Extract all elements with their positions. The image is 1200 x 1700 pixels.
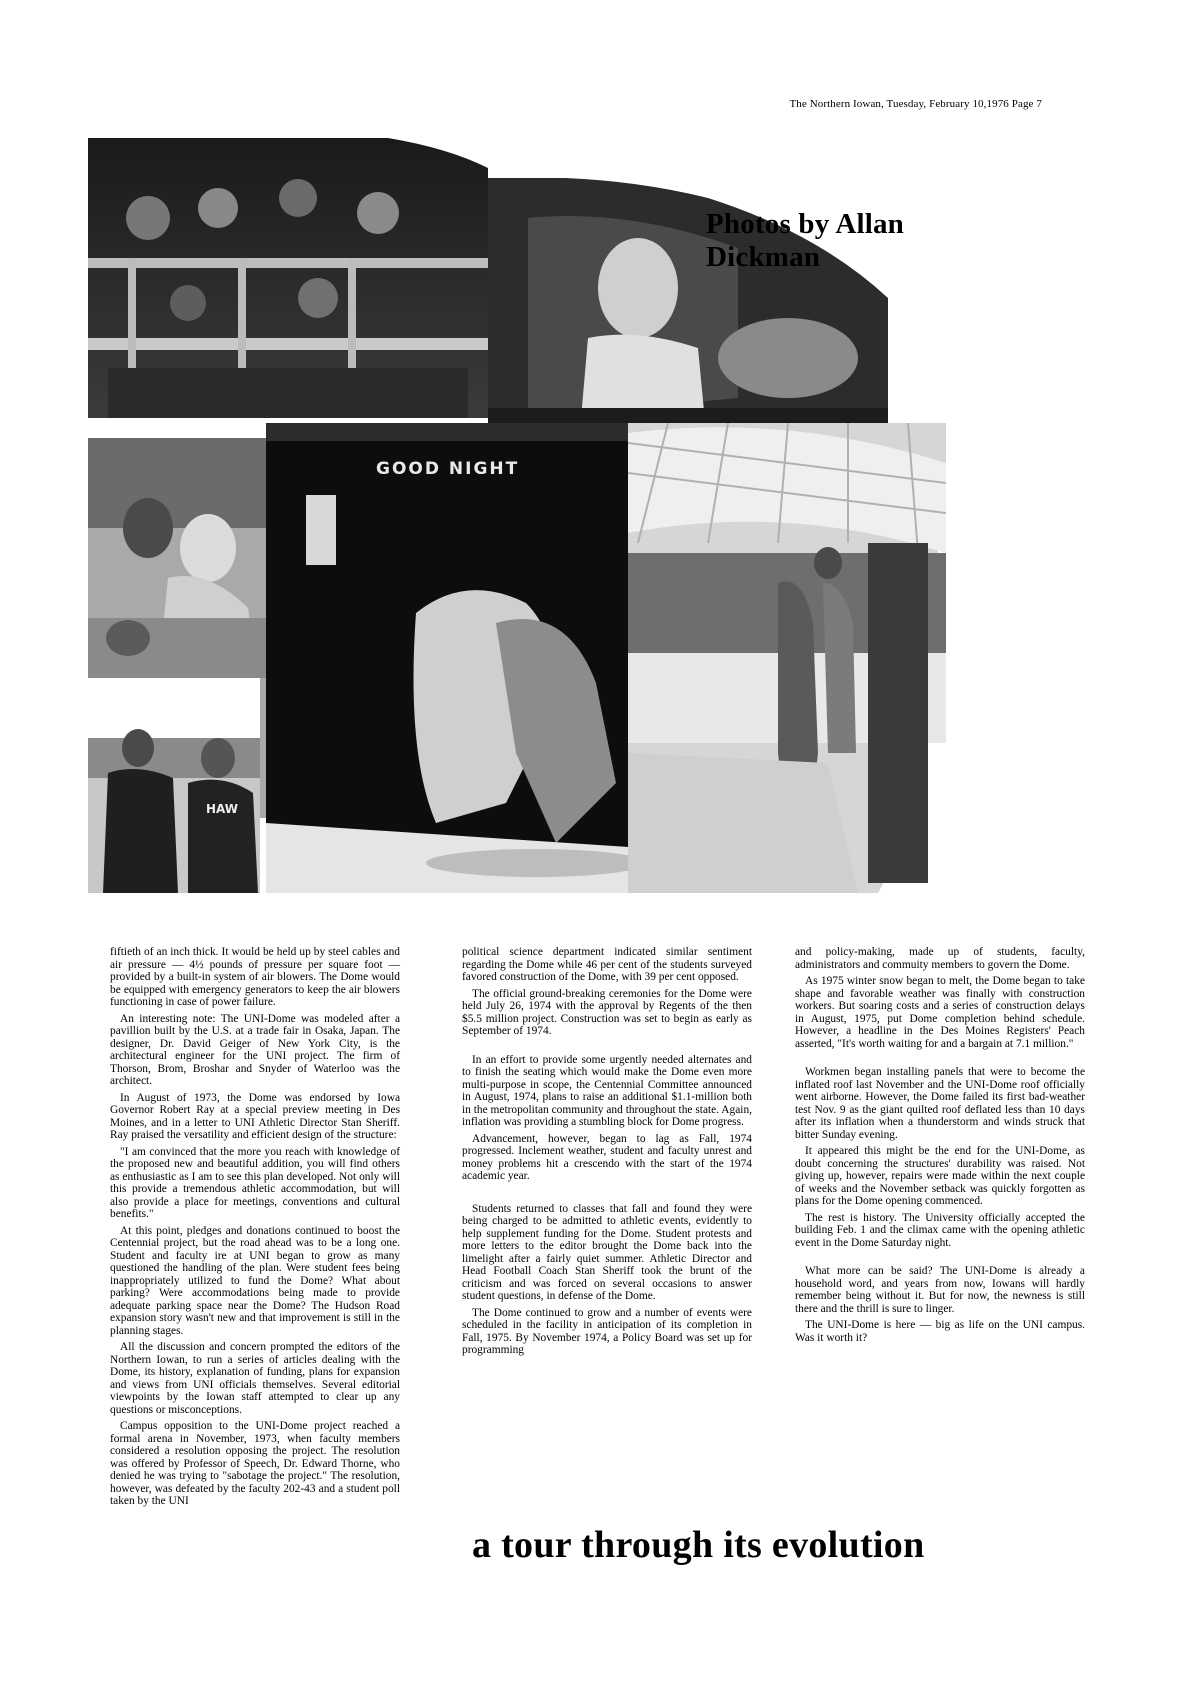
photo-montage — [88, 138, 946, 898]
paragraph: political science department indicated similar sentiment regarding the Dome while 46 per cent of the students surveyed favored construction of the Dome, with 39 per cent opposed. — [462, 946, 752, 983]
paragraph: An interesting note: The UNI-Dome was modeled after a pavillion built by the U.S. at a trade fair in Osaka, Japan. The designer, Dr. David Geiger of New York City, is the architectural engineer for the UNI project. The firm of Thorson, Brom, Broshar and Snyder of Waterloo was the architect. — [110, 1012, 400, 1087]
paragraph: The rest is history. The University officially accepted the building Feb. 1 and the climax came with the opening athletic event in the Dome Saturday night. — [795, 1211, 1085, 1249]
paragraph: The UNI-Dome is here — big as life on the UNI campus. Was it worth it? — [795, 1319, 1085, 1344]
scoreboard-text: GOOD NIGHT — [376, 459, 520, 479]
paragraph: In August of 1973, the Dome was endorsed by Iowa Governor Robert Ray at a special preview meeting in Des Moines, and in a letter to UNI Athletic Director Stan Sheriff. Ray praised the versatility and efficient design of the structure: — [110, 1091, 400, 1141]
paragraph: Campus opposition to the UNI-Dome project reached a formal arena in November, 1973, when faculty members considered a resolution opposing the project. The resolution was offered by Professor of Speech, Dr. Edward Thorne, who denied he was trying to "sabotage the project." The resolution, however, was defeated by the faculty 202-43 and a student poll taken by the UNI — [110, 1420, 400, 1507]
photo-dome-interior — [628, 423, 946, 893]
paragraph: As 1975 winter snow began to melt, the Dome began to take shape and favorable weather was finally with construction workers. But soaring costs and a series of construction delays in August, 1975, put Dome completion behind schedule. However, a headline in the Des Moines Registers' Peach asserted, "It's worth waiting for and a bargain at 7.1 million." — [795, 975, 1085, 1050]
headline: a tour through its evolution — [472, 1524, 925, 1566]
photo-coach-sideline — [88, 678, 260, 893]
paragraph: In an effort to provide some urgently needed alternates and to finish the seating which would make the Dome even more multi-purpose in scope, the Centennial Committee announced in August, 1974, plans to raise an additional $1.1-million both in the metropolitan community and throughout the state. Again, inflation was providing a stumbling block for Dome progress. — [462, 1053, 752, 1128]
paragraph: fiftieth of an inch thick. It would be held up by steel cables and air pressure — 4½ pounds of pressure per square foot — provided by a built-in system of air blowers. The Dome would be equipped with emergency generators to keep the air blowers functioning in case of power failure. — [110, 946, 400, 1008]
article-column-3 — [795, 946, 1085, 1348]
paragraph: The Dome continued to grow and a number of events were scheduled in the facility in anticipation of its completion in Fall, 1975. By November 1974, a Policy Board was set up for programming — [462, 1306, 752, 1356]
photo-crowd-bleachers — [88, 138, 488, 418]
svg-text:HAW: HAW — [206, 802, 239, 816]
article-column-2 — [462, 946, 752, 1361]
paragraph: and policy-making, made up of students, faculty, administrators and commuity members to govern the Dome. — [795, 946, 1085, 971]
paragraph: Workmen began installing panels that were to become the inflated roof last November and the UNI-Dome roof officially went airborne. However, the Dome failed its first bad-weather test Nov. 9 as the giant quilted roof deflated less than 10 days after its inflation when a thunderstorm and winds struck that bitter Sunday evening. — [795, 1066, 1085, 1141]
paragraph: At this point, pledges and donations continued to boost the Centennial project, but the road ahead was to be a long one. Student and faculty ire at UNI began to grow as many questioned the handling of the plan. Were student fees being inappropriately utilized to fund the Dome? What about parking? Were accommodations being made to provide adequate parking space near the Dome? The Hudson Road expansion story wasn't new and that improvement is still in the planning stages. — [110, 1224, 400, 1337]
photo-credit: Photos by Allan Dickman — [706, 208, 904, 273]
paragraph: "I am convinced that the more you reach with knowledge of the proposed new and beautiful addition, you will find others as enthusiastic as I am to see this plan developed. Not only will this provide a tremendous athletic accommodation, but will also provide a place for meetings, conventions and cultural benefits." — [110, 1145, 400, 1220]
paragraph: All the discussion and concern prompted the editors of the Northern Iowan, to run a series of articles dealing with the Dome, its history, explanation of funding, plans for expansion and views from UNI officials themselves. Several editorial viewpoints by the Iowan staff attempted to clear up any questions or misconceptions. — [110, 1341, 400, 1416]
article-column-1 — [110, 946, 400, 1512]
paragraph: Advancement, however, began to lag as Fall, 1974 progressed. Inclement weather, student and faculty unrest and money problems hit a crescendo with the start of the 1974 academic year. — [462, 1132, 752, 1182]
paragraph: Students returned to classes that fall and found they were being charged to be admitted to athletic events, evidently to help supplement funding for the Dome. Student protests and more letters to the editor brought the Dome back into the limelight after a fairly quiet summer. Athletic Director and Head Football Coach Stan Sheriff took the brunt of the criticism and was forced on several occasions to answer student questions, in defense of the Dome. — [462, 1202, 752, 1302]
paragraph: The official ground-breaking ceremonies for the Dome were held July 26, 1974 with the approval by Regents of the then $5.5 million project. Construction was set to begin as early as September of 1974. — [462, 987, 752, 1037]
paragraph: What more can be said? The UNI-Dome is already a household word, and years from now, Iowans will hardly remember being without it. But for now, the newness is still there and the thrill is sure to linger. — [795, 1265, 1085, 1315]
paragraph: It appeared this might be the end for the UNI-Dome, as doubt concerning the structures' durability was raised. Not giving up, however, repairs were made within the next couple of weeks and the November setback was quickly forgotten as plans for the Dome opening commenced. — [795, 1145, 1085, 1207]
page-folio: The Northern Iowan, Tuesday, February 10,1976 Page 7 — [789, 98, 1042, 110]
